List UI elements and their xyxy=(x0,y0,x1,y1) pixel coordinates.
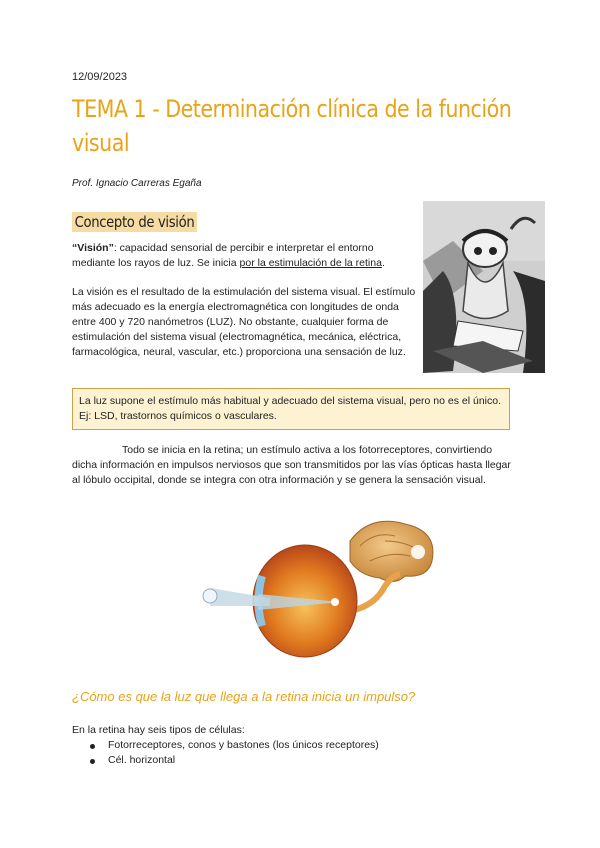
bullet-icon xyxy=(90,744,95,749)
callout-box: La luz supone el estímulo más habitual y adecuado del sistema visual, pero no es el único. Ej: LSD, trastornos químicos o vasculares. xyxy=(72,388,510,430)
cell-types-list xyxy=(88,738,379,768)
definition-text: : capacidad sensorial de percibir e interpretar el entorno mediante los rayos de luz. Se inicia xyxy=(72,242,374,269)
document-date: 12/09/2023 xyxy=(72,71,128,83)
definition-term: “Visión” xyxy=(72,242,114,254)
list-item: Fotorreceptores, conos y bastones (los únicos receptores) xyxy=(88,738,379,753)
definition-underlined: por la estimulación de la retina xyxy=(239,257,382,269)
definition-paragraph xyxy=(72,241,412,271)
author-line: Prof. Ignacio Carreras Egaña xyxy=(72,178,202,189)
document-title: TEMA 1 - Determinación clínica de la función visual xyxy=(72,95,512,157)
section-heading-impulse: ¿Cómo es que la luz que llega a la retina inicia un impulso? xyxy=(72,689,416,704)
eye-brain-illustration xyxy=(200,516,445,661)
list-item: Cél. horizontal xyxy=(88,753,379,768)
bullet-icon xyxy=(90,759,95,764)
definition-end: . xyxy=(381,257,385,269)
vision-paragraph: La visión es el resultado de la estimulación del sistema visual. El estímulo más adecuado es la energía electromagnética con longitudes de onda entre 400 y 720 nanómetros (LUZ). No obstante, cualquier forma de estimulación del sistema visual (electromagnética, mecánica, eléctrica, farmacológica, neural, vascular, etc.) proporciona una sensación de luz. xyxy=(72,286,416,358)
old-man-photo xyxy=(423,201,545,373)
retina-paragraph: Todo se inicia en la retina; un estímulo activa a los fotorreceptores, convirtiendo dicha información en impulsos nerviosos que son transmitidos por las vías ópticas hasta llegar al lóbulo occipital, donde se integra con otra información y se genera la sensación visual. xyxy=(72,444,511,486)
cells-intro: En la retina hay seis tipos de células: xyxy=(72,724,245,736)
section-heading-vision: Concepto de visión xyxy=(72,212,197,232)
